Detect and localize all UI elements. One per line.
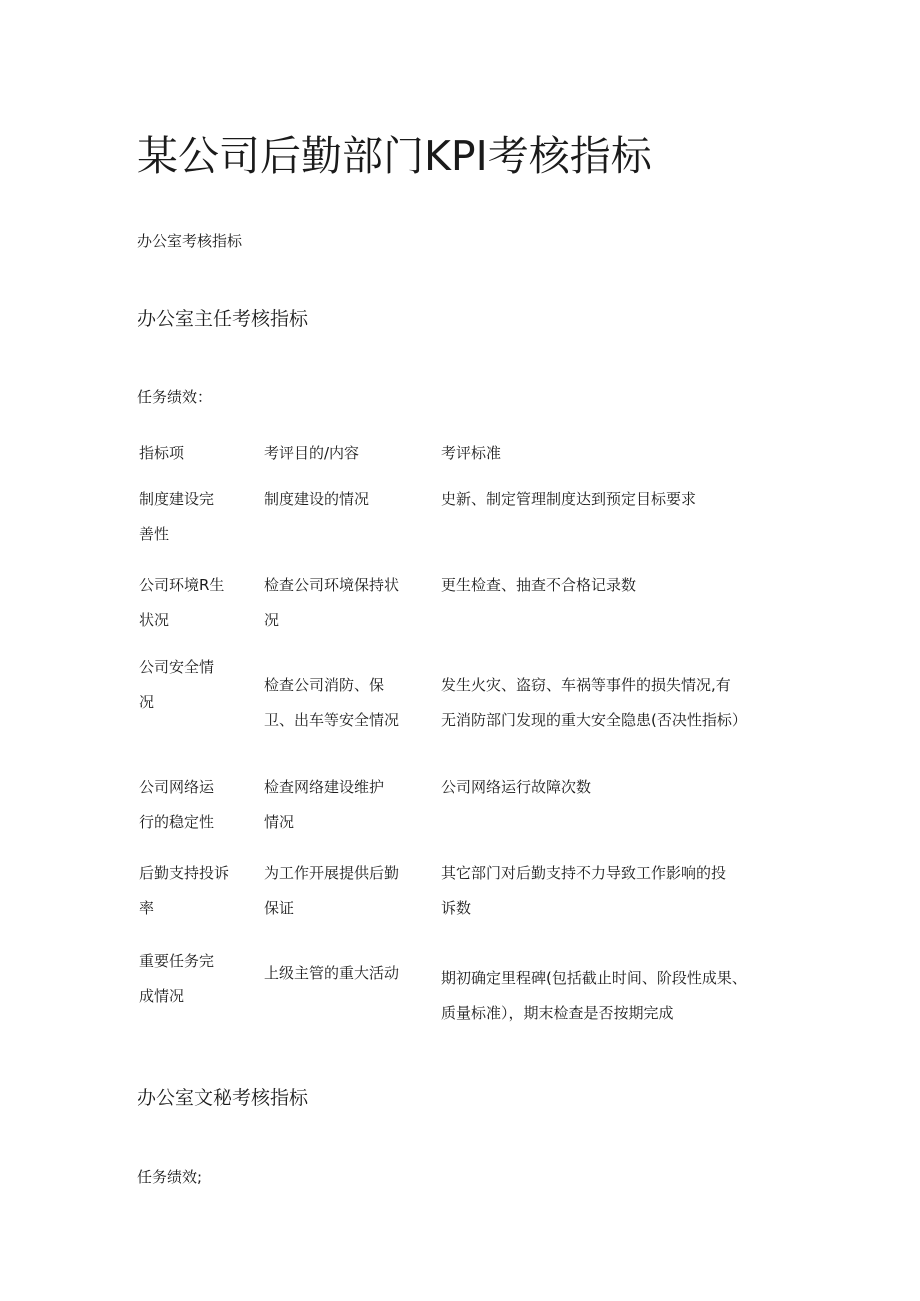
standard-cell: 更生检查、抽查不合格记录数: [441, 576, 637, 594]
standard-cell: 公司网络运行故障次数: [441, 778, 592, 796]
page-title: 某公司后勤部门KPI考核指标: [137, 132, 652, 180]
indicator-cell: 后勤支持投诉 率: [139, 864, 230, 917]
section-heading-director: 办公室主任考核指标: [137, 308, 309, 330]
task-performance-label: 任务绩效：: [137, 388, 213, 406]
document-subtitle: 办公室考核指标: [137, 232, 243, 250]
indicator-cell: 公司网络运 行的稳定性: [139, 778, 215, 831]
section-heading-secretary: 办公室文秘考核指标: [137, 1087, 309, 1109]
purpose-cell: 上级主管的重大活动: [264, 964, 400, 982]
header-standard: 考评标准: [441, 444, 502, 462]
indicator-cell: 公司环境R生 状况: [139, 576, 225, 629]
purpose-cell: 为工作开展提供后勤 保证: [264, 864, 400, 917]
task-performance-label: 任务绩效;: [137, 1168, 203, 1186]
standard-cell: 发生火灾、盗窃、车祸等事件的损失情况,有 无消防部门发现的重大安全隐患(否决性指标）: [441, 676, 747, 729]
purpose-cell: 检查公司环境保持状 况: [264, 576, 400, 629]
standard-cell: 史新、制定管理制度达到预定目标要求: [441, 490, 697, 508]
indicator-cell: 制度建设完 善性: [139, 490, 215, 543]
header-purpose: 考评目的/内容: [264, 444, 360, 462]
indicator-cell: 重要任务完 成情况: [139, 952, 215, 1005]
purpose-cell: 检查公司消防、保 卫、出车等安全情况: [264, 676, 400, 729]
indicator-cell: 公司安全情 况: [139, 658, 215, 711]
standard-cell: 期初确定里程碑(包括截止时间、阶段性成果、 质量标准），期末检查是否按期完成: [441, 969, 747, 1022]
header-indicator: 指标项: [139, 444, 185, 462]
standard-cell: 其它部门对后勤支持不力导致工作影响的投 诉数: [441, 864, 727, 917]
purpose-cell: 制度建设的情况: [264, 490, 370, 508]
purpose-cell: 检查网络建设维护 情况: [264, 778, 385, 831]
